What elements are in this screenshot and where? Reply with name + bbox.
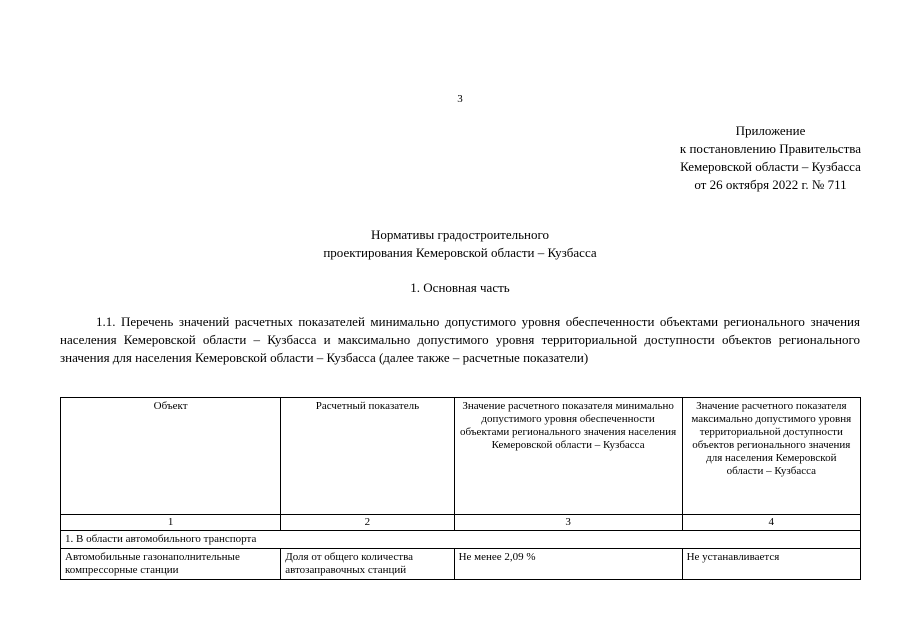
appendix-line: к постановлению Правительства xyxy=(679,141,861,156)
header-min-value: Значение расчетного показателя минимально допустимого уровня обеспеченности объектами регионального значения населения Кемеровской области – Кузбасса xyxy=(454,398,682,515)
cell-object: Автомобильные газонаполнительные компрессорные станции xyxy=(61,549,281,580)
column-number: 4 xyxy=(682,515,860,531)
norms-table xyxy=(60,397,861,580)
column-number: 3 xyxy=(454,515,682,531)
column-number-row xyxy=(61,515,861,531)
page-number: 3 xyxy=(457,93,463,105)
document-title-line-1: Нормативы градостроительного xyxy=(371,227,549,242)
section-row-label: 1. В области автомобильного транспорта xyxy=(61,531,861,549)
appendix-line: Приложение xyxy=(735,123,806,138)
header-max-value: Значение расчетного показателя максимально допустимого уровня территориальной доступности объектов регионального значения для населения Кемеровской области – Кузбасса xyxy=(682,398,860,515)
column-number: 2 xyxy=(281,515,454,531)
intro-paragraph: 1.1. Перечень значений расчетных показателей минимально допустимого уровня обеспеченности объектами регионального значения населения Кемеровской области – Кузбасса и максимально допустимого уровня территориальной доступности объектов регионального значения для населения Кемеровской области – Кузбасса (далее также – расчетные показатели) xyxy=(60,314,860,365)
cell-indicator: Доля от общего количества автозаправочных станций xyxy=(281,549,454,580)
cell-max-value: Не устанавливается xyxy=(682,549,860,580)
table-header-row xyxy=(61,398,861,515)
header-object: Объект xyxy=(61,398,281,515)
cell-min-value: Не менее 2,09 % xyxy=(454,549,682,580)
header-indicator: Расчетный показатель xyxy=(281,398,454,515)
table-row xyxy=(61,549,861,580)
appendix-line: от 26 октября 2022 г. № 711 xyxy=(694,177,847,192)
section-heading: 1. Основная часть xyxy=(410,280,510,295)
document-title-line-2: проектирования Кемеровской области – Кузбасса xyxy=(323,245,597,260)
table-section-row xyxy=(61,531,861,549)
appendix-line: Кемеровской области – Кузбасса xyxy=(680,159,861,174)
column-number: 1 xyxy=(61,515,281,531)
appendix-block xyxy=(680,122,861,194)
document-title xyxy=(0,226,905,262)
